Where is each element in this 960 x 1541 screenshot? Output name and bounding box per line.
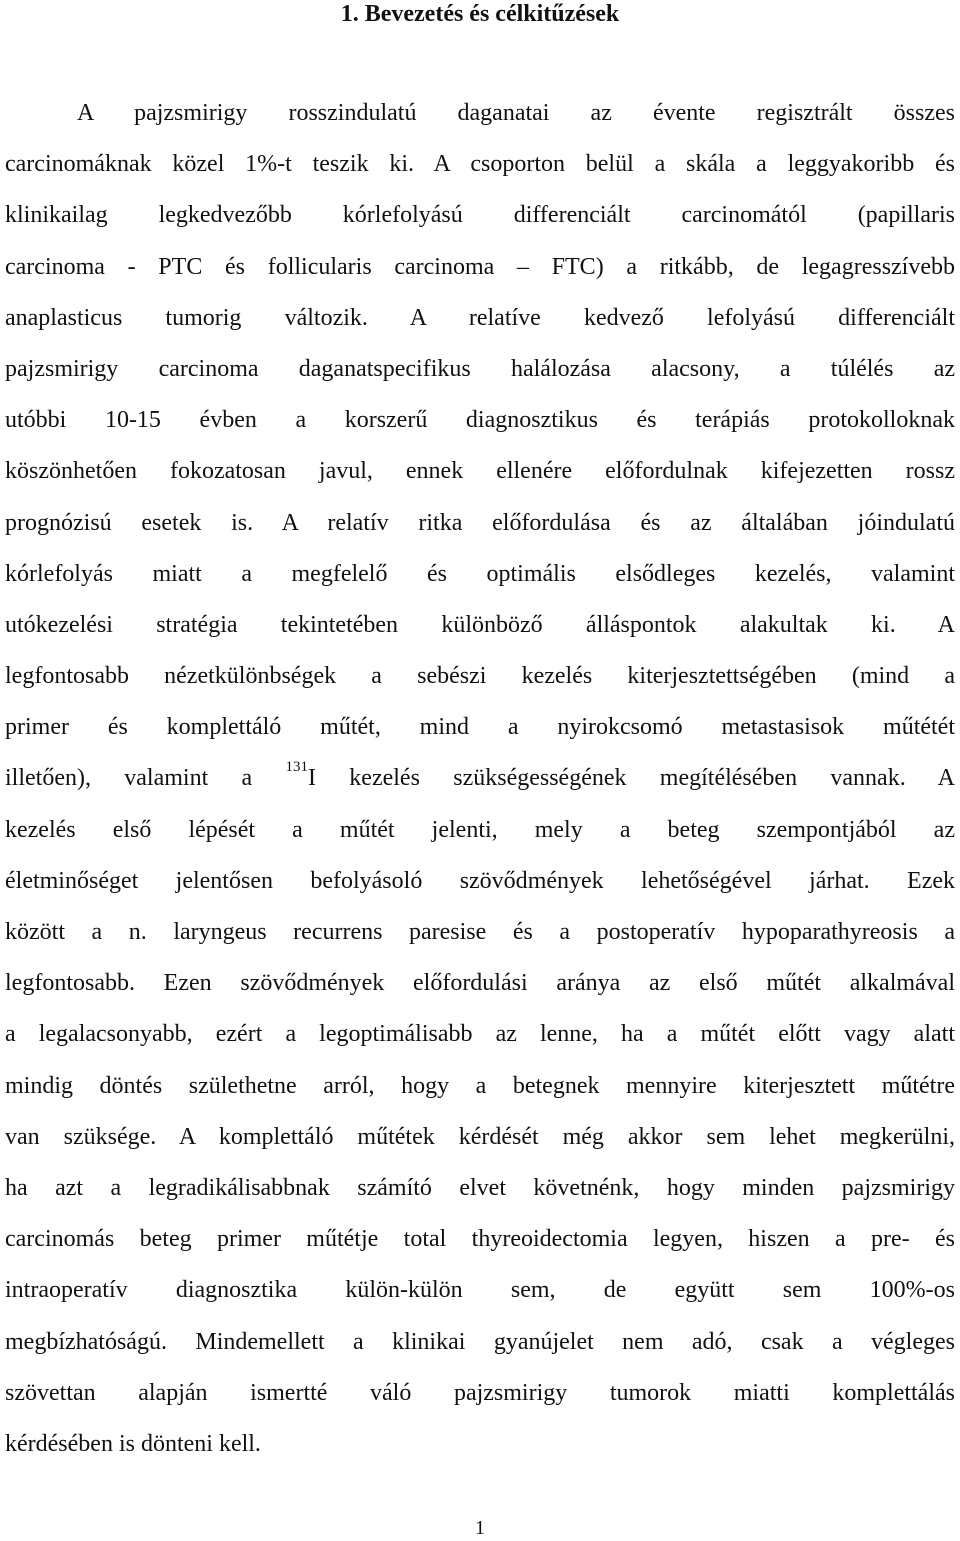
text-line: carcinoma - PTC és follicularis carcinoma – FTC) a ritkább, de legagresszívebb [5, 253, 955, 280]
text-line: megbízhatóságú. Mindemellett a klinikai gyanújelet nem adó, csak a végleges [5, 1328, 955, 1355]
text-line: intraoperatív diagnosztika külön-külön sem, de együtt sem 100%-os [5, 1277, 955, 1304]
text-line: szövettan alapján ismertté váló pajzsmirigy tumorok miatti komplettálás [5, 1379, 955, 1406]
text-line: mindig döntés születhetne arról, hogy a betegnek mennyire kiterjesztett műtétre [5, 1072, 955, 1099]
text-fragment: I kezelés szükségességének megítélésében vannak. A [308, 765, 955, 792]
text-line: primer és komplettáló műtét, mind a nyirokcsomó metastasisok műtétét [5, 714, 955, 741]
text-line: klinikailag legkedvezőbb kórlefolyású differenciált carcinomától (papillaris [5, 202, 955, 229]
text-line: utóbbi 10-15 évben a korszerű diagnosztikus és terápiás protokolloknak [5, 407, 955, 434]
text-line: a legalacsonyabb, ezért a legoptimálisabb az lenne, ha a műtét előtt vagy alatt [5, 1021, 955, 1048]
text-line: életminőséget jelentősen befolyásoló szövődmények lehetőségével járhat. Ezek [5, 867, 955, 894]
body-paragraph [5, 88, 955, 1470]
text-line: A pajzsmirigy rosszindulatú daganatai az évente regisztrált összes [77, 100, 955, 126]
text-line: köszönhetően fokozatosan javul, ennek ellenére előfordulnak kifejezetten rossz [5, 458, 955, 485]
text-line: utókezelési stratégia tekintetében különböző álláspontok alakultak ki. A [5, 611, 955, 638]
text-fragment: illetően), valamint a [5, 765, 253, 792]
page-number: 1 [475, 1517, 485, 1539]
text-line: carcinomáknak közel 1%-t teszik ki. A csoporton belül a skála a leggyakoribb és [5, 151, 955, 178]
isotope-superscript: 131 [285, 759, 309, 776]
text-line-with-superscript [5, 753, 955, 804]
text-line: között a n. laryngeus recurrens paresise és a postoperatív hypoparathyreosis a [5, 919, 955, 945]
text-line: kérdésében is dönteni kell. [5, 1430, 261, 1457]
text-line: legfontosabb. Ezen szövődmények előfordulási aránya az első műtét alkalmával [5, 970, 955, 997]
text-line: kezelés első lépését a műtét jelenti, mely a beteg szempontjából az [5, 816, 955, 843]
section-heading: 1. Bevezetés és célkitűzések [340, 1, 620, 27]
text-line: ha azt a legradikálisabbnak számító elvet követnénk, hogy minden pajzsmirigy [5, 1174, 955, 1201]
text-line: van szüksége. A komplettáló műtétek kérdését még akkor sem lehet megkerülni, [5, 1123, 955, 1150]
text-line: pajzsmirigy carcinoma daganatspecifikus halálozása alacsony, a túlélés az [5, 355, 955, 382]
text-line: legfontosabb nézetkülönbségek a sebészi kezelés kiterjesztettségében (mind a [5, 663, 955, 690]
text-line: carcinomás beteg primer műtétje total thyreoidectomia legyen, hiszen a pre- és [5, 1226, 955, 1253]
text-line: anaplasticus tumorig változik. A relatíve kedvező lefolyású differenciált [5, 304, 955, 331]
text-line: prognózisú esetek is. A relatív ritka előfordulása és az általában jóindulatú [5, 509, 955, 536]
text-line: kórlefolyás miatt a megfelelő és optimális elsődleges kezelés, valamint [5, 560, 955, 587]
